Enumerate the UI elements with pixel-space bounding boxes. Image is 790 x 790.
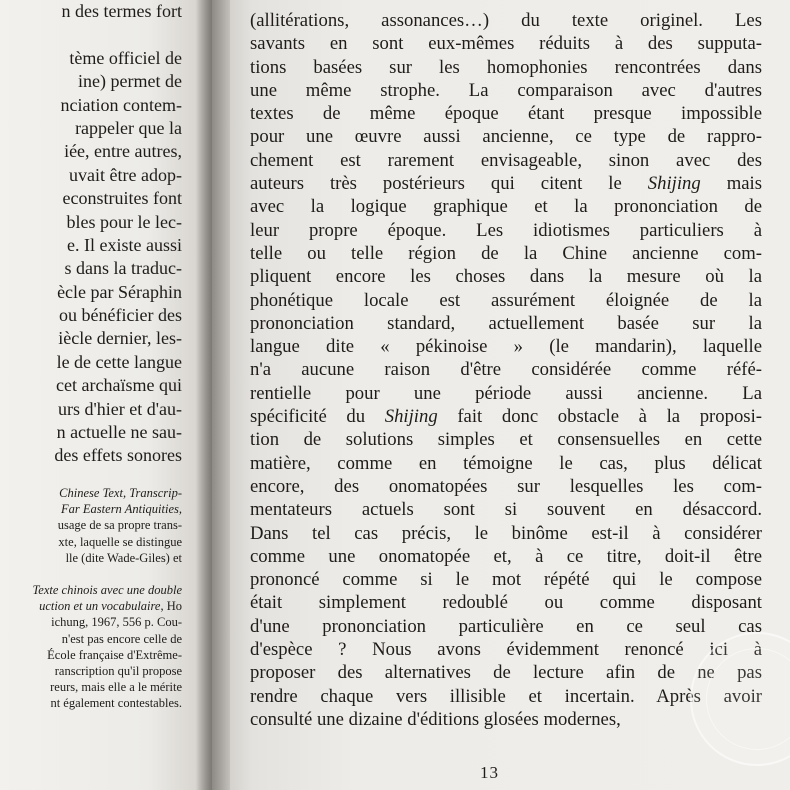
body-text-line: telle ou telle région de la Chine ancienne com- [250, 242, 762, 264]
footnote-2 [0, 582, 182, 712]
body-text-line: pour une œuvre aussi ancienne, ce type de rappro- [250, 126, 762, 148]
body-text-line: avec la logique graphique et la prononciation de [250, 196, 762, 218]
left-page [0, 0, 212, 790]
left-text-line: tème officiel de [69, 47, 182, 68]
body-text-line: leur propre époque. Les idiotismes particuliers à [250, 219, 762, 241]
right-body-text [250, 9, 762, 731]
left-body-text [0, 0, 182, 468]
left-text-line: iècle dernier, les- [58, 328, 182, 349]
left-text-line [0, 23, 182, 46]
footnote-line: xte, laquelle se distingue [58, 534, 182, 549]
left-text-line: rappeler que la [75, 117, 182, 138]
body-text-line: d'une prononciation particulière en ce seul cas [250, 615, 762, 637]
footnote-line: Far Eastern Antiquities, [61, 502, 182, 517]
body-text-line: n'a aucune raison d'être considérée comme réfé- [250, 359, 762, 381]
footnote-line: n'est pas encore celle de [61, 631, 182, 646]
footnote-line: reurs, mais elle a le mérite [50, 680, 182, 695]
left-text-line: iée, entre autres, [64, 141, 182, 162]
watermark-stamp-inner [706, 648, 790, 750]
footnote-line: Chinese Text, Transcrip- [59, 486, 182, 500]
body-text-line: phonétique locale est assurément éloignée de la [250, 289, 762, 311]
left-text-line: le de cette langue [56, 351, 182, 372]
body-text-line: spécificité du Shijing fait donc obstacle à la proposi- [250, 406, 762, 428]
left-text-line: ou bénéficier des [59, 305, 182, 326]
footnote-line: ranscription qu'il propose [54, 663, 182, 678]
body-text-line: une même strophe. La comparaison avec d'autres [250, 79, 762, 101]
left-text-line: ècle par Séraphin [57, 281, 182, 302]
left-text-line: n des termes fort [61, 1, 182, 21]
left-text-line: cet archaïsme qui [56, 375, 182, 396]
left-footnotes [0, 485, 182, 711]
book-gutter [196, 0, 230, 790]
body-text-line: rendre chaque vers illisible et incertain. Après avoir [250, 685, 762, 707]
left-text-line: nciation contem- [60, 94, 182, 115]
body-text-line: tion de solutions simples et consensuelles en cette [250, 429, 762, 451]
body-text-line: proposer des alternatives de lecture afin de ne pas [250, 662, 762, 684]
body-text-line: textes de même époque étant presque impossible [250, 103, 762, 125]
footnote-line: École française d'Extrême- [47, 647, 182, 662]
body-text-line: tions basées sur les homophonies rencontrées dans [250, 56, 762, 78]
footnote-1 [0, 485, 182, 566]
body-text-line: comme une onomatopée et, à ce titre, doit-il être [250, 545, 762, 567]
left-text-line: des effets sonores [54, 445, 182, 466]
footnote-line: lle (dite Wade-Giles) et [65, 550, 182, 565]
left-text-line: urs d'hier et d'au- [58, 398, 182, 419]
body-text-line: Dans tel cas précis, le binôme est-il à considérer [250, 522, 762, 544]
body-text-line: consulté une dizaine d'éditions glosées modernes, [250, 708, 621, 730]
body-text-line: pliquent encore les choses dans la mesure où la [250, 266, 762, 288]
page-number: 13 [480, 763, 499, 782]
body-text-line: encore, des onomatopées sur lesquelles les com- [250, 475, 762, 497]
body-text-line: d'espèce ? Nous avons évidemment renoncé ici à [250, 639, 762, 661]
body-text-line: (allitérations, assonances…) du texte originel. Les [250, 10, 762, 31]
footnote-line: usage de sa propre trans- [57, 518, 182, 533]
body-text-line: prononcé comme si le mot répété qui le compose [250, 569, 762, 591]
footnote-line: nt également contestables. [50, 696, 182, 711]
left-text-line: bles pour le lec- [66, 211, 182, 232]
body-text-line: savants en sont eux-mêmes réduits à des supputa- [250, 33, 762, 55]
left-text-line: econstruites font [62, 188, 182, 209]
body-text-line: mentateurs actuels sont si souvent en désaccord. [250, 499, 762, 521]
left-text-line: uvait être adop- [69, 164, 182, 185]
right-page [212, 0, 790, 790]
body-text-line: auteurs très postérieurs qui citent le Shijing mais [250, 173, 762, 195]
body-text-line: prononciation standard, actuellement basée sur la [250, 312, 762, 334]
body-text-line: langue dite « pékinoise » (le mandarin), laquelle [250, 336, 762, 358]
footnote-line: ichung, 1967, 556 p. Cou- [51, 615, 182, 630]
footnote-line: uction et un vocabulaire, Ho [39, 599, 182, 614]
left-text-line: n actuelle ne sau- [56, 422, 182, 443]
left-text-line: e. Il existe aussi [67, 234, 182, 255]
left-text-line: ine) permet de [78, 71, 182, 92]
body-text-line: était simplement redoublé ou comme disposant [250, 592, 762, 614]
body-text-line: chement est rarement envisageable, sinon avec des [250, 149, 762, 171]
footnote-line: Texte chinois avec une double [32, 582, 182, 597]
left-text-line: s dans la traduc- [64, 258, 182, 279]
body-text-line: rentielle pour une période aussi ancienne. La [250, 382, 762, 404]
body-text-line: matière, comme en témoigne le cas, plus délicat [250, 452, 762, 474]
